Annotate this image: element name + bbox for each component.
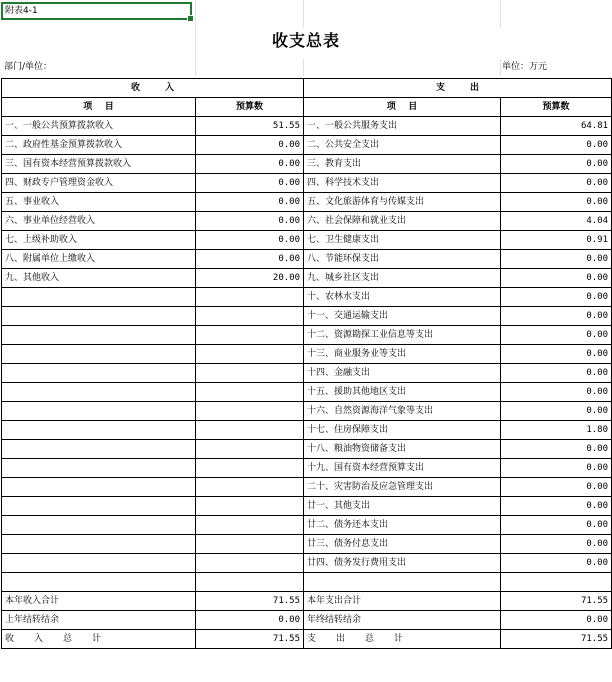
blank-row bbox=[2, 573, 612, 592]
income-item-cell: 五、事业收入 bbox=[2, 193, 196, 212]
table-row bbox=[2, 497, 612, 516]
table-row bbox=[2, 516, 612, 535]
expense-value-cell: 0.00 bbox=[501, 307, 612, 326]
table-row bbox=[2, 269, 612, 288]
income-value-cell: 51.55 bbox=[196, 117, 304, 136]
gridline bbox=[303, 59, 304, 76]
carry-over-row-expense-label: 年终结转结余 bbox=[304, 611, 501, 630]
table-row bbox=[2, 421, 612, 440]
income-item-cell bbox=[2, 421, 196, 440]
income-item-cell: 三、国有资本经营预算拨款收入 bbox=[2, 155, 196, 174]
unit-label: 单位：万元 bbox=[502, 62, 548, 72]
income-item-cell bbox=[2, 383, 196, 402]
expense-value-cell: 0.00 bbox=[501, 535, 612, 554]
income-value-cell bbox=[196, 535, 304, 554]
grand-total-row-income-value: 71.55 bbox=[196, 630, 304, 649]
cell-a1-text: 附表4-1 bbox=[5, 6, 38, 16]
expense-section-header: 支 出 bbox=[304, 79, 612, 98]
expense-item-cell: 五、文化旅游体育与传媒支出 bbox=[304, 193, 501, 212]
income-value-cell: 20.00 bbox=[196, 269, 304, 288]
income-value-cell bbox=[196, 326, 304, 345]
year-total-row-income-value: 71.55 bbox=[196, 592, 304, 611]
income-value-cell bbox=[196, 459, 304, 478]
income-item-cell bbox=[2, 478, 196, 497]
income-section-header: 收 入 bbox=[2, 79, 304, 98]
income-item-cell bbox=[2, 535, 196, 554]
expense-value-cell: 0.00 bbox=[501, 136, 612, 155]
expense-value-cell: 0.00 bbox=[501, 174, 612, 193]
expense-value-cell: 0.00 bbox=[501, 440, 612, 459]
year-total-row bbox=[2, 592, 612, 611]
expense-item-cell: 十三、商业服务业等支出 bbox=[304, 345, 501, 364]
year-total-row-expense-value: 71.55 bbox=[501, 592, 612, 611]
year-total-row-income-label: 本年收入合计 bbox=[2, 592, 196, 611]
income-item-cell bbox=[2, 440, 196, 459]
empty-cell bbox=[2, 573, 196, 592]
expense-item-cell: 廿四、债务发行费用支出 bbox=[304, 554, 501, 573]
income-item-cell bbox=[2, 516, 196, 535]
grand-total-row bbox=[2, 630, 612, 649]
empty-cell bbox=[196, 573, 304, 592]
income-item-cell bbox=[2, 326, 196, 345]
expense-value-cell: 4.04 bbox=[501, 212, 612, 231]
table-row bbox=[2, 155, 612, 174]
income-item-cell: 八、附属单位上缴收入 bbox=[2, 250, 196, 269]
empty-cell bbox=[304, 573, 501, 592]
income-item-cell bbox=[2, 402, 196, 421]
expense-item-cell: 十九、国有资本经营预算支出 bbox=[304, 459, 501, 478]
budget-table bbox=[1, 78, 612, 649]
income-value-cell: 0.00 bbox=[196, 136, 304, 155]
expense-item-cell: 十八、粮油物资储备支出 bbox=[304, 440, 501, 459]
expense-item-cell: 二、公共安全支出 bbox=[304, 136, 501, 155]
expense-value-cell: 0.00 bbox=[501, 250, 612, 269]
income-value-cell bbox=[196, 383, 304, 402]
expense-item-cell: 四、科学技术支出 bbox=[304, 174, 501, 193]
selected-cell-a1[interactable] bbox=[1, 2, 192, 20]
income-value-cell: 0.00 bbox=[196, 231, 304, 250]
expense-value-cell: 0.00 bbox=[501, 459, 612, 478]
table-row bbox=[2, 117, 612, 136]
expense-value-cell: 0.00 bbox=[501, 364, 612, 383]
table-row bbox=[2, 554, 612, 573]
year-total-row-expense-label: 本年支出合计 bbox=[304, 592, 501, 611]
income-item-cell bbox=[2, 497, 196, 516]
meta-row bbox=[0, 59, 612, 76]
department-label: 部门/单位： bbox=[4, 62, 53, 72]
expense-item-cell: 十五、援助其他地区支出 bbox=[304, 383, 501, 402]
gridline bbox=[303, 0, 304, 28]
expense-value-cell: 0.00 bbox=[501, 288, 612, 307]
income-value-cell: 0.00 bbox=[196, 193, 304, 212]
expense-item-cell: 十七、住房保障支出 bbox=[304, 421, 501, 440]
table-row bbox=[2, 212, 612, 231]
gridline bbox=[195, 59, 196, 76]
expense-item-cell: 七、卫生健康支出 bbox=[304, 231, 501, 250]
table-row bbox=[2, 383, 612, 402]
expense-value-cell: 0.91 bbox=[501, 231, 612, 250]
grand-total-row-expense-value: 71.55 bbox=[501, 630, 612, 649]
table-row bbox=[2, 440, 612, 459]
gridline bbox=[500, 0, 501, 28]
expense-item-cell: 十、农林水支出 bbox=[304, 288, 501, 307]
expense-value-cell: 0.00 bbox=[501, 193, 612, 212]
income-value-cell bbox=[196, 478, 304, 497]
expense-item-cell: 十二、资源勘探工业信息等支出 bbox=[304, 326, 501, 345]
table-row bbox=[2, 307, 612, 326]
expense-item-cell: 十一、交通运输支出 bbox=[304, 307, 501, 326]
carry-over-row-income-label: 上年结转结余 bbox=[2, 611, 196, 630]
income-item-header: 项 目 bbox=[2, 98, 196, 117]
income-item-cell bbox=[2, 459, 196, 478]
table-row bbox=[2, 326, 612, 345]
income-value-cell: 0.00 bbox=[196, 174, 304, 193]
expense-item-cell: 六、社会保障和就业支出 bbox=[304, 212, 501, 231]
table-row bbox=[2, 136, 612, 155]
table-row bbox=[2, 288, 612, 307]
income-item-cell bbox=[2, 364, 196, 383]
expense-value-cell: 1.80 bbox=[501, 421, 612, 440]
expense-value-cell: 0.00 bbox=[501, 155, 612, 174]
income-value-cell bbox=[196, 288, 304, 307]
income-value-cell bbox=[196, 421, 304, 440]
expense-item-cell: 九、城乡社区支出 bbox=[304, 269, 501, 288]
income-value-cell bbox=[196, 345, 304, 364]
expense-value-cell: 0.00 bbox=[501, 516, 612, 535]
income-value-cell bbox=[196, 554, 304, 573]
expense-item-cell: 三、教育支出 bbox=[304, 155, 501, 174]
table-row bbox=[2, 364, 612, 383]
income-item-cell bbox=[2, 345, 196, 364]
carry-over-row-expense-value: 0.00 bbox=[501, 611, 612, 630]
table-row bbox=[2, 478, 612, 497]
gridline bbox=[500, 59, 501, 76]
expense-value-cell: 0.00 bbox=[501, 402, 612, 421]
income-value-cell: 0.00 bbox=[196, 155, 304, 174]
table-row bbox=[2, 193, 612, 212]
expense-value-cell: 0.00 bbox=[501, 345, 612, 364]
expense-value-cell: 0.00 bbox=[501, 554, 612, 573]
expense-value-cell: 0.00 bbox=[501, 497, 612, 516]
income-item-cell: 七、上级补助收入 bbox=[2, 231, 196, 250]
expense-value-cell: 64.81 bbox=[501, 117, 612, 136]
income-budget-header: 预算数 bbox=[196, 98, 304, 117]
income-value-cell bbox=[196, 402, 304, 421]
expense-item-cell: 廿二、债务还本支出 bbox=[304, 516, 501, 535]
income-value-cell: 0.00 bbox=[196, 212, 304, 231]
page-title: 收支总表 bbox=[271, 31, 340, 50]
expense-item-cell: 十四、金融支出 bbox=[304, 364, 501, 383]
expense-value-cell: 0.00 bbox=[501, 478, 612, 497]
income-item-cell bbox=[2, 307, 196, 326]
expense-item-cell: 八、节能环保支出 bbox=[304, 250, 501, 269]
income-item-cell: 四、财政专户管理资金收入 bbox=[2, 174, 196, 193]
grand-total-row-expense-label: 支出总计 bbox=[304, 630, 501, 649]
expense-item-cell: 十六、自然资源海洋气象等支出 bbox=[304, 402, 501, 421]
income-value-cell bbox=[196, 364, 304, 383]
income-item-cell: 六、事业单位经营收入 bbox=[2, 212, 196, 231]
expense-budget-header: 预算数 bbox=[501, 98, 612, 117]
income-value-cell bbox=[196, 307, 304, 326]
table-row bbox=[2, 402, 612, 421]
expense-item-cell: 廿一、其他支出 bbox=[304, 497, 501, 516]
table-row bbox=[2, 250, 612, 269]
income-value-cell: 0.00 bbox=[196, 250, 304, 269]
income-item-cell: 一、一般公共预算拨款收入 bbox=[2, 117, 196, 136]
column-header-row bbox=[2, 98, 612, 117]
income-value-cell bbox=[196, 497, 304, 516]
expense-item-cell: 廿三、债务付息支出 bbox=[304, 535, 501, 554]
income-item-cell bbox=[2, 554, 196, 573]
income-item-cell bbox=[2, 288, 196, 307]
table-row bbox=[2, 231, 612, 250]
carry-over-row bbox=[2, 611, 612, 630]
income-item-cell: 二、政府性基金预算拨款收入 bbox=[2, 136, 196, 155]
fill-handle[interactable] bbox=[187, 15, 194, 22]
section-header-row bbox=[2, 79, 612, 98]
expense-value-cell: 0.00 bbox=[501, 326, 612, 345]
empty-cell bbox=[501, 573, 612, 592]
table-row bbox=[2, 174, 612, 193]
grand-total-row-income-label: 收入总计 bbox=[2, 630, 196, 649]
expense-value-cell: 0.00 bbox=[501, 383, 612, 402]
table-row bbox=[2, 459, 612, 478]
income-value-cell bbox=[196, 440, 304, 459]
income-item-cell: 九、其他收入 bbox=[2, 269, 196, 288]
expense-item-header: 项 目 bbox=[304, 98, 501, 117]
expense-item-cell: 二十、灾害防治及应急管理支出 bbox=[304, 478, 501, 497]
expense-value-cell: 0.00 bbox=[501, 269, 612, 288]
table-row bbox=[2, 345, 612, 364]
carry-over-row-income-value: 0.00 bbox=[196, 611, 304, 630]
expense-item-cell: 一、一般公共服务支出 bbox=[304, 117, 501, 136]
income-value-cell bbox=[196, 516, 304, 535]
table-row bbox=[2, 535, 612, 554]
